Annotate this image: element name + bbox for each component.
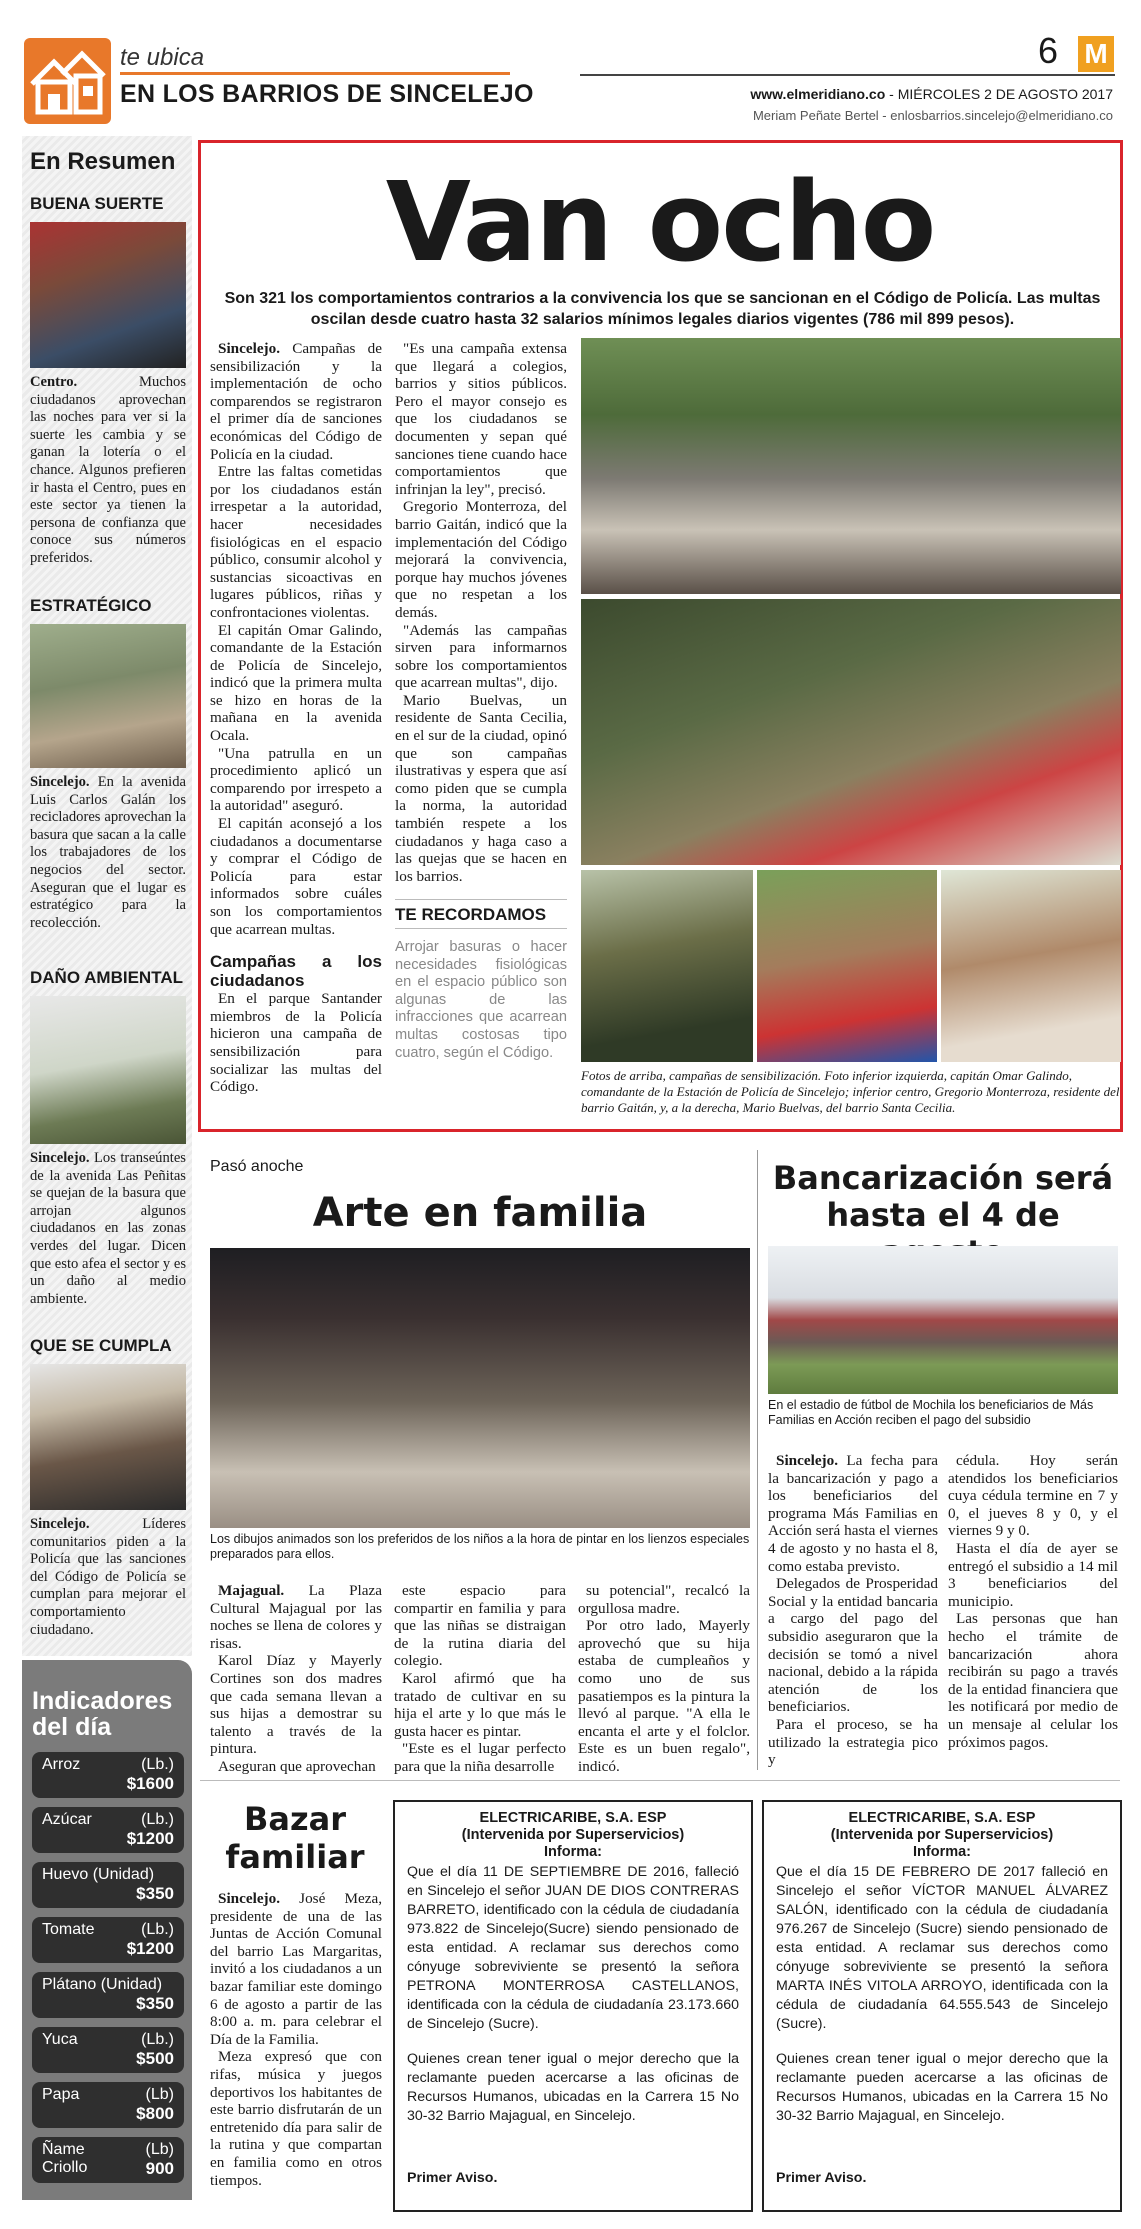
main-lede: Son 321 los comportamientos contrarios a la convivencia los que se sancionan en el Código de Policía. Las multas oscilan desde cuatro hasta 32 salarios mínimos legales diarios vigentes (786 mil 899 pesos). bbox=[224, 290, 1101, 328]
te-recordamos-text: Arrojar basuras o hacer necesidades fisiológicas en el espacio público son algunas de las infracciones que acarrean multas costosas tipo cuatro, según el Código. bbox=[395, 939, 567, 1061]
main-subhead: Campañas a los ciudadanos bbox=[210, 952, 382, 991]
notice-head: ELECTRICARIBE, S.A. ESP (Intervenida por Superservicios) Informa: bbox=[830, 1810, 1054, 1860]
summary-item-head: DAÑO AMBIENTAL bbox=[30, 968, 183, 987]
photo-lottery bbox=[30, 222, 186, 368]
banc-column-2: cédula. Hoy serán atendidos los beneficiarios cuya cédula termine en 7 y 0, el jueves 8 y 0, y el viernes 9 y 0. Hasta el día de ayer se entregó el subsidio a 14 mil 3 beneficiarios del municipio. Las personas que han hecho el trámite de bancarización ahora recibirán su pago a través de la entidad financiera que les notificará por medio de un mensaje al celular los próximos pagos. bbox=[948, 1452, 1118, 1751]
photo-kids-painting bbox=[210, 1248, 750, 1528]
main-photo-caption: Fotos de arriba, campañas de sensibilización. Foto inferior izquierda, capitán Omar Galindo, comandante de la Estación de Policía de Sincelejo; inferior centro, Gregorio Monterroza, residente del barrio Gaitán, y, a la derecha, Mario Buelvas, del barrio Santa Cecilia. bbox=[581, 1068, 1120, 1115]
summary-item-text: Sincelejo. Los transeúntes de la avenida Las Peñitas se quejan de la basura que arrojan algunos ciudadanos en las zonas verdes del lugar. Dicen que esto afea el sector y es un daño al medio ambiente. bbox=[30, 1150, 186, 1307]
arte-kicker: Pasó anoche bbox=[210, 1158, 304, 1175]
summary-item-text: Sincelejo. En la avenida Luis Carlos Galán los recicladores aprovechan la basura que sacan a la calle los trabajadores de los negocios del sector. Aseguran que el lugar es estratégico para la recolección. bbox=[30, 774, 186, 931]
indicators-title: Indicadores del día bbox=[32, 1687, 173, 1741]
page-number: 6 bbox=[1038, 30, 1059, 71]
houses-icon bbox=[24, 38, 111, 124]
banc-column-1: Sincelejo. La fecha para la bancarización y pago a los beneficiarios del programa Más Familias en Acción será hasta el viernes 4 de agosto y no hasta el 8, como estaba previsto. Delegados de Prosperidad Social y la entidad bancaria a cargo del pago del subsidio aseguraron que la decisión se tomó a nivel nacional, debido a la rápida atención de los beneficiarios. Para el proceso, se ha utilizado la estrategia pico y bbox=[768, 1452, 939, 1769]
arte-headline: Arte en familia bbox=[312, 1190, 648, 1236]
summary-item-head: QUE SE CUMPLA bbox=[30, 1336, 172, 1355]
issue-date: MIÉRCOLES 2 DE AGOSTO 2017 bbox=[897, 86, 1113, 102]
photo-trash bbox=[30, 996, 186, 1144]
photo-police-officer bbox=[581, 599, 1121, 865]
indicator-row: Plátano (Unidad) $350 bbox=[32, 1972, 184, 2018]
indicator-row: Papa (Lb) $800 bbox=[32, 2082, 184, 2128]
summary-item-text: Sincelejo. Líderes comunitarios piden a la Policía que las sanciones del Código de Policía se cumplan para mejorar el comportamiento ciudadano. bbox=[30, 1516, 186, 1638]
notice-body: Quienes crean tener igual o mejor derecho que la reclamante pueden acercarse a las oficinas de Recursos Humanos, ubicadas en la Carrera 15 No 30-32 Barrio Majagual, en Sincelejo. bbox=[407, 2051, 739, 2124]
legal-notice bbox=[393, 1800, 753, 2212]
indicator-row: Huevo (Unidad) $350 bbox=[32, 1862, 184, 1908]
section-divider bbox=[200, 1780, 1120, 1781]
arte-column-1: Majagual. La Plaza Cultural Majagual por las noches se llena de colores y risas. Karol Díaz y Mayerly Cortines son dos madres que cada semana llevan a sus hijas a demostrar su talento a través de la pintura. Aseguran que aprovechan bbox=[210, 1582, 382, 1775]
summary-item-text: Centro. Muchos ciudadanos aprovechan las noches para ver si la suerte les cambia y se ganan la lotería o el chance. Algunos prefieren ir hasta el Centro, pues en este sector ya tienen la persona de confianza que conoce sus números preferidos. bbox=[30, 374, 186, 566]
summary-item bbox=[30, 1336, 186, 1639]
photo-mario-buelvas bbox=[941, 870, 1121, 1062]
main-column-1: Sincelejo. Campañas de sensibilización y la implementación de ocho comparendos se registraron el primer día de sanciones económicas del Código de Policía en la ciudad. Entre las faltas cometidas por los ciudadanos están irrespetar a la autoridad, hacer necesidades fisiológicas en el espacio público, consumir alcohol y sustancias sicoactivas en lugares públicos, riñas y confrontaciones violentas. El capitán Omar Galindo, comandante de la Estación de Policía de Sincelejo, indicó que la primera multa se hizo en horas de la mañana en la avenida Ocala. "Una patrulla en un procedimiento aplicó un comparendo por irrespeto a la autoridad" aseguró. El capitán aconsejó a los ciudadanos a documentarse y comprar el Código de Policía para estar informados sobre cuáles son los comportamientos que acarrean multas. Campañas a los ciudadanos En el parque Santander miembros de la Policía hicieron una campaña de sensibilización para socializar las multas del Código. bbox=[210, 340, 382, 1096]
arte-column-2: este espacio para compartir en familia y para que las niñas se distraigan de la rutina diaria del colegio. Karol afirmó que ha tratado de cultivar en su hija el arte y lo que más le gusta hacer es pintar. "Este es el lugar perfecto para que la niña desarrolle bbox=[394, 1582, 566, 1775]
column-divider bbox=[757, 1150, 758, 1770]
indicator-row: Arroz (Lb.) $1600 bbox=[32, 1752, 184, 1798]
bazar-headline: Bazar familiar bbox=[225, 1800, 365, 1876]
main-column-2: "Es una campaña extensa que llegará a colegios, barrios y sitios públicos. Pero el mayor consejo es que los ciudadanos se documenten y sepan qué sanciones tiene cuando hace comportamientos que infrinjan la ley", precisó. Gregorio Monterroza, del barrio Gaitán, indicó que la implementación del Código mejorará la convivencia, porque hay muchos jóvenes que no respetan a los demás. "Además las campañas sirven para informarnos sobre los comportamientos que acarrean multas", dijo. Mario Buelvas, un residente de Santa Cecilia, en el sur de la ciudad, opinó que son campañas ilustrativas y espera que así como piden que se cumpla la norma, la autoridad también respete a los ciudadanos y haga caso a las quejas que se hacen en los barrios. TE RECORDAMOS Arrojar basuras o hacer necesidades fisiológicas en el espacio público son algunas de las infracciones que acarrean multas costosas tipo cuatro, según el Código. bbox=[395, 340, 567, 1061]
bazar-body: Sincelejo. José Meza, presidente de una de las Juntas de Acción Comunal del barrio Las Margaritas, invitó a los ciudadanos a un bazar familiar este domingo 6 de agosto a partir de las 8:00 a. m. para celebrar el Día de la Familia. Meza expresó que con rifas, música y juegos deportivos los habitantes de este barrio disfrutarán de un entretenido día para salir de la rutina y que compartan en familia como en otros tiempos. bbox=[210, 1890, 382, 2189]
notice-body: Que el día 11 DE SEPTIEMBRE DE 2016, falleció en Sincelejo el señor JUAN DE DIOS CONTRERAS BARRETO, identificado con la cédula de ciudadanía 973.822 de Sincelejo(Sucre) siendo pensionado de esta entidad. A reclamar sus derechos como cónyuge sobreviviente se presentó la señora PETRONA MONTERROSA CASTELLANOS, identificada con la cédula de ciudadanía 23.173.660 de Sincelejo (Sucre). bbox=[407, 1864, 739, 2032]
notice-body: Que el día 15 DE FEBRERO DE 2017 falleció en Sincelejo el señor VÍCTOR MANUEL ÁLVAREZ SALÓN, identificado con la cédula de ciudadanía 976.267 de Sincelejo (Sucre) siendo pensionado de esta entidad. A reclamar sus derechos como cónyuge sobreviviente se presentó la señora MARTA INÉS VITOLA ARROYO, identificada con la cédula de ciudadanía 64.555.543 de Sincelejo (Sucre). bbox=[776, 1864, 1108, 2032]
notice-footer: Primer Aviso. bbox=[776, 2170, 867, 2186]
indicator-row: Azúcar (Lb.) $1200 bbox=[32, 1807, 184, 1853]
main-headline: Van ocho bbox=[385, 158, 935, 286]
banc-photo-caption: En el estadio de fútbol de Mochila los beneficiarios de Más Familias en Acción reciben el pago del subsidio bbox=[768, 1398, 1094, 1427]
header-author: Meriam Peñate Bertel - enlosbarrios.sincelejo@elmeridiano.co bbox=[752, 108, 1113, 123]
banc-headline: Bancarización será hasta el 4 de bbox=[772, 1159, 1114, 1234]
indicator-row: Tomate (Lb.) $1200 bbox=[32, 1917, 184, 1963]
arte-column-3: su potencial", recalcó la orgullosa madre. Por otro lado, Mayerly aprovechó que su hija estaba de cumpleaños y como uno de sus pasatiempos es la pintura la llevó al parque. "A ella le encanta el arte y el folclor. Este es un buen regalo", indicó. bbox=[578, 1582, 750, 1775]
notice-body: Quienes crean tener igual o mejor derecho que la reclamante pueden acercarse a las oficinas de Recursos Humanos, ubicadas en la Carrera 15 No 30-32 Barrio Majagual, en Sincelejo. bbox=[776, 2051, 1108, 2124]
indicator-row: Ñame Criollo (Lb) 900 bbox=[32, 2137, 184, 2183]
section-rule bbox=[120, 72, 510, 75]
header-rule bbox=[580, 74, 1115, 76]
legal-notice bbox=[762, 1800, 1122, 2212]
photo-gregorio-monterroza bbox=[757, 870, 937, 1062]
summary-item-head: ESTRATÉGICO bbox=[30, 596, 152, 615]
summary-item-head: BUENA SUERTE bbox=[30, 194, 164, 213]
summary-item bbox=[30, 968, 186, 1308]
summary-item bbox=[30, 194, 186, 568]
summary-item bbox=[30, 596, 186, 932]
photo-stadium bbox=[768, 1246, 1118, 1394]
section-tag: te ubica bbox=[120, 44, 205, 71]
photo-leaders bbox=[30, 1364, 186, 1510]
header-dateline: www.elmeridiano.co - MIÉRCOLES 2 DE AGOSTO 2017 bbox=[750, 86, 1113, 102]
photo-recyclers bbox=[30, 624, 186, 768]
arte-photo-caption: Los dibujos animados son los preferidos de los niños a la hora de pintar en los lienzos especiales preparados para ellos. bbox=[210, 1532, 750, 1561]
photo-campaign-crowd bbox=[581, 338, 1121, 594]
brand-logo: M bbox=[1078, 36, 1114, 72]
website-link[interactable]: www.elmeridiano.co bbox=[750, 86, 886, 102]
te-recordamos-head: TE RECORDAMOS bbox=[395, 905, 547, 925]
section-title: EN LOS BARRIOS DE SINCELEJO bbox=[120, 80, 534, 108]
photo-captain-galindo bbox=[581, 870, 753, 1062]
notice-footer: Primer Aviso. bbox=[407, 2170, 498, 2186]
summary-sidebar bbox=[22, 136, 192, 1656]
notice-head: ELECTRICARIBE, S.A. ESP (Intervenida por Superservicios) Informa: bbox=[461, 1810, 685, 1860]
section-logo bbox=[24, 38, 111, 124]
indicator-row: Yuca (Lb.) $500 bbox=[32, 2027, 184, 2073]
sidebar-title: En Resumen bbox=[30, 148, 176, 175]
